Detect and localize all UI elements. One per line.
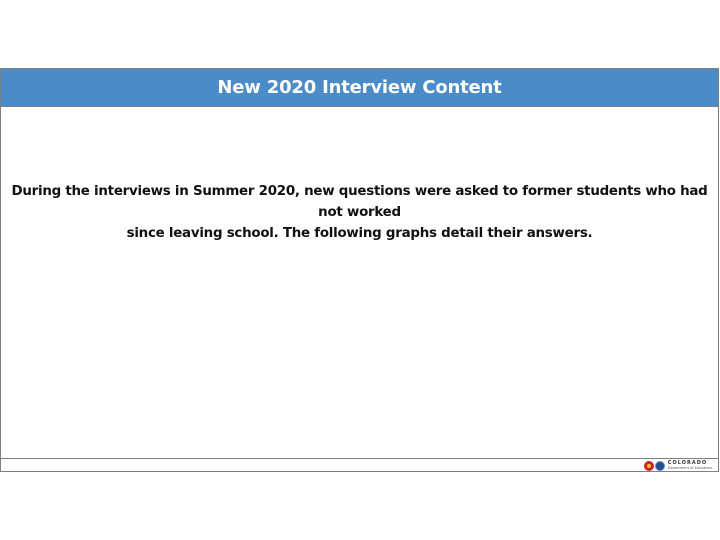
colorado-c-icon [644,461,654,471]
body-line-1: During the interviews in Summer 2020, new questions were asked to former students who had not worked [11,184,708,220]
footer-divider [1,458,718,459]
body-line-2: since leaving school. The following graphs detail their answers. [126,226,593,241]
logo-wordmark [668,461,712,471]
state-seal-icon [655,461,665,471]
slide-title: New 2020 Interview Content [217,77,502,98]
logo-state-name: COLORADO [667,460,708,467]
slide-body-text [7,181,712,244]
colorado-education-logo [644,460,712,472]
logo-mark [644,461,665,471]
slide-frame [0,68,719,472]
title-bar [1,69,718,107]
logo-department-name: Department of Education [667,466,712,471]
